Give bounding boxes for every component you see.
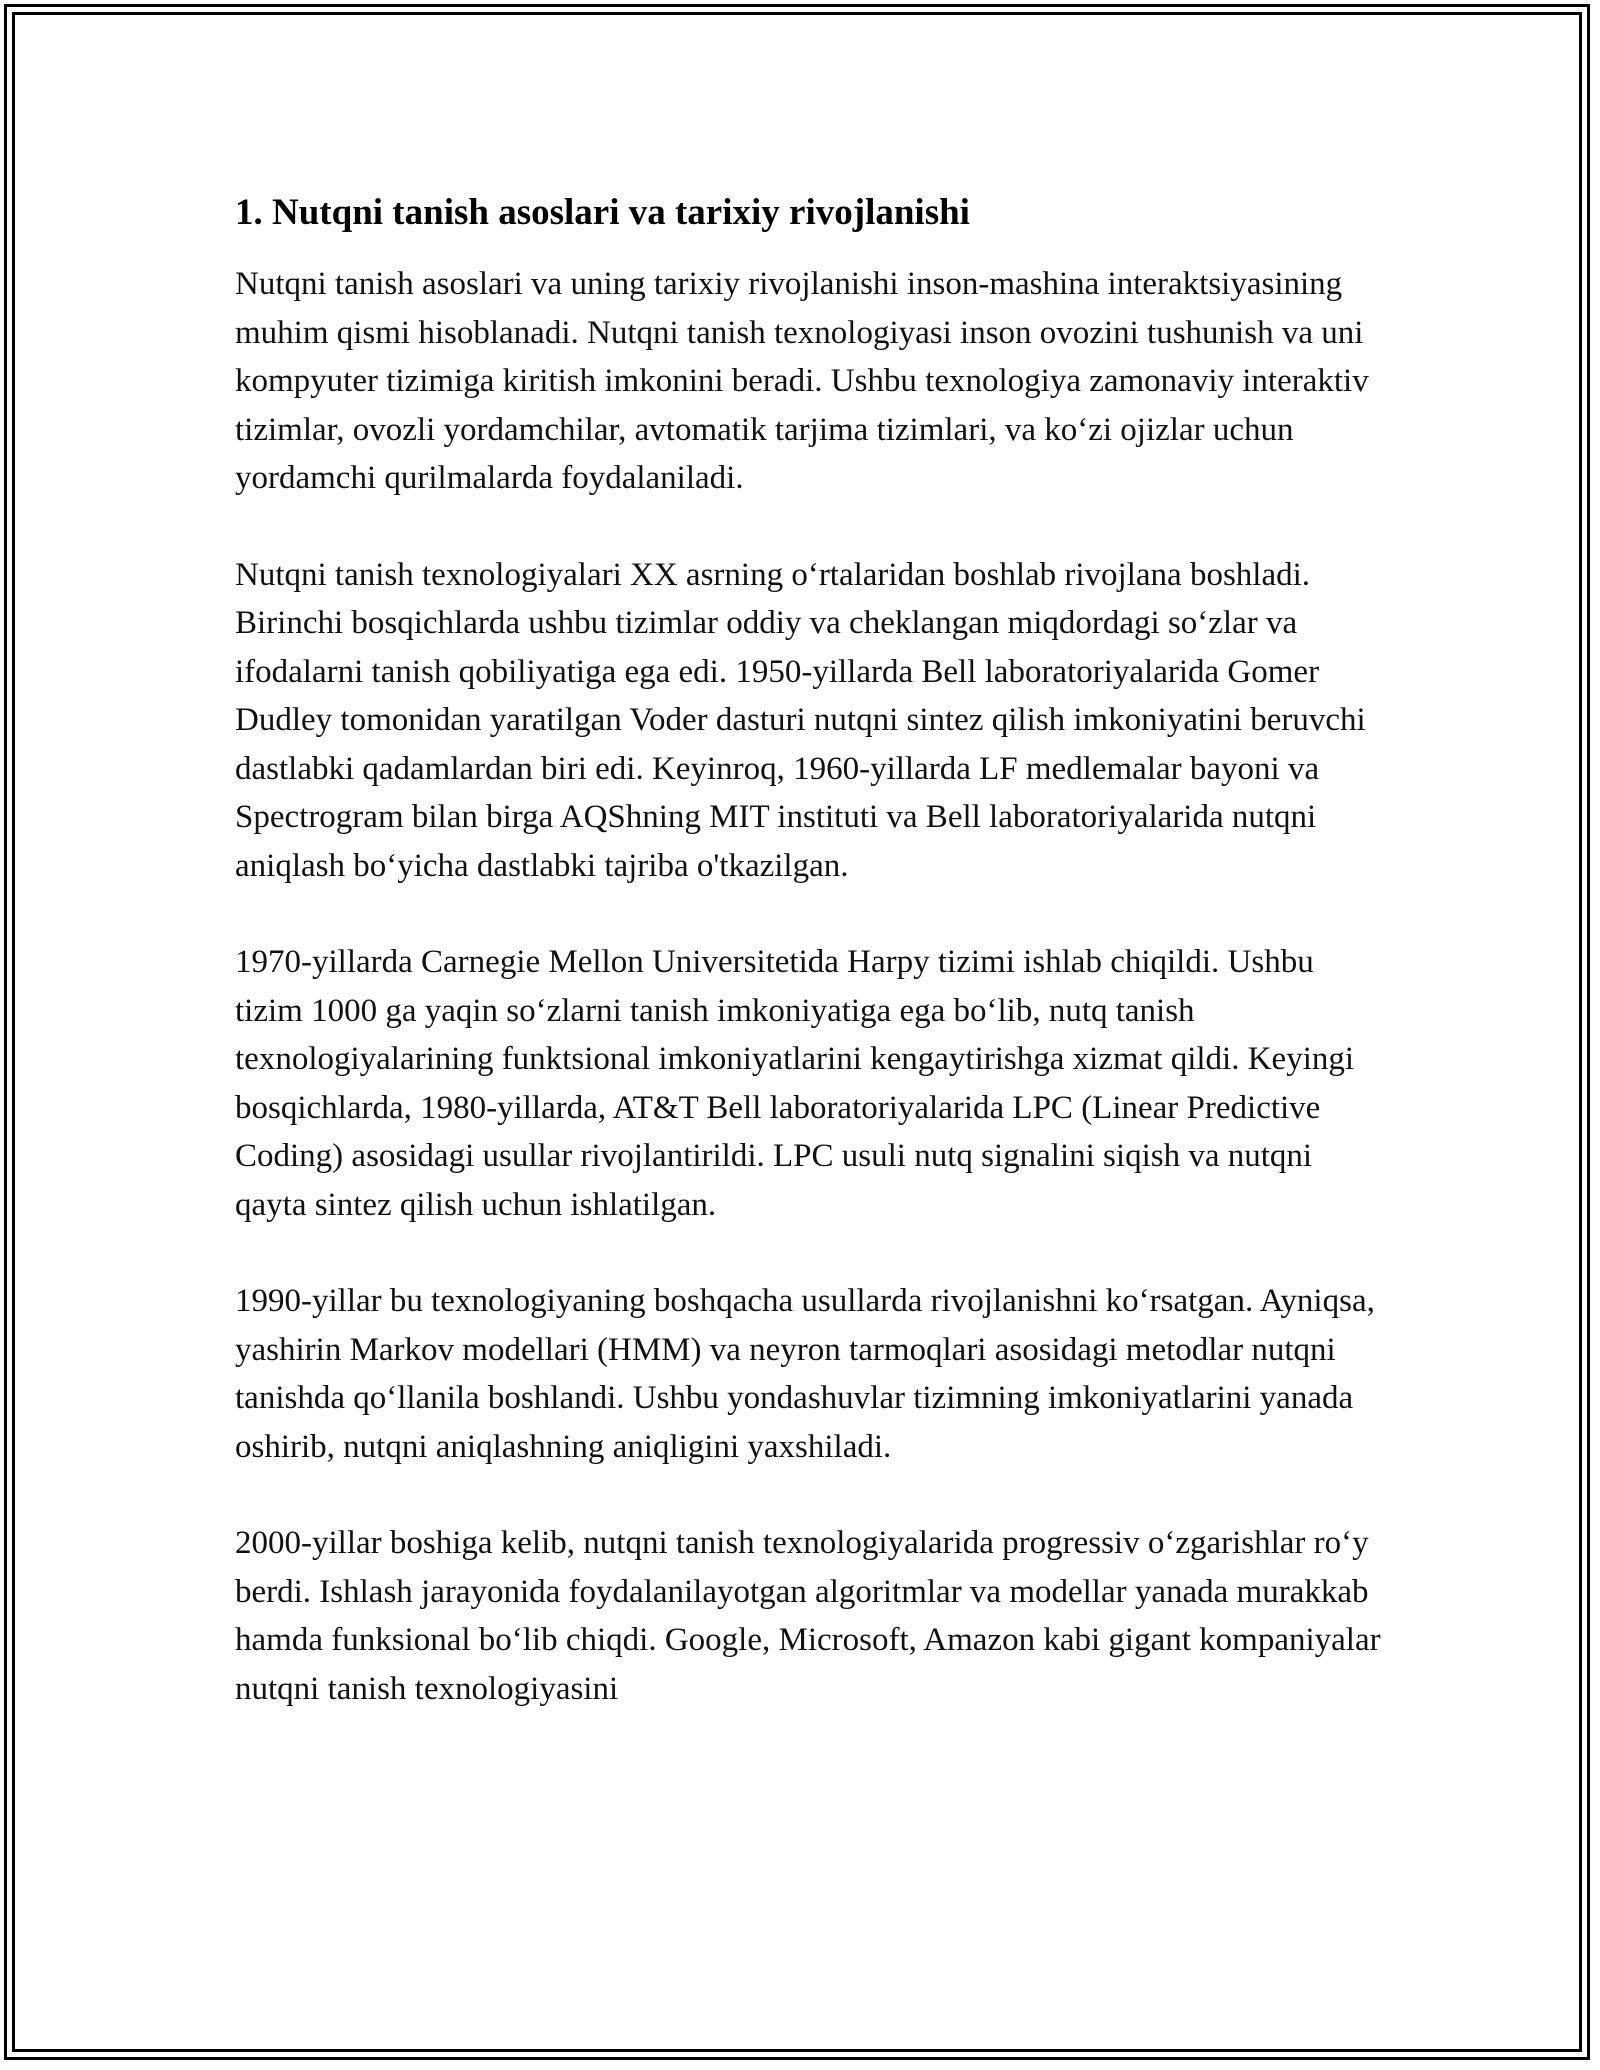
paragraph-2: Nutqni tanish texnologiyalari XX asrning oʻrtalaridan boshlab rivojlana boshladi. Birinchi bosqichlarda ushbu tizimlar oddiy va cheklangan miqdordagi soʻzlar va ifodalarni tanish qobiliyatiga ega edi. 1950-yillarda Bell laboratoriyalarida Gomer Dudley tomonidan yaratilgan Voder dasturi nutqni sintez qilish imkoniyatini beruvchi dastlabki qadamlardan biri edi. Keyinroq, 1960-yillarda LF medlemalar bayoni va Spectrogram bilan birga AQShning MIT instituti va Bell laboratoriyalarida nutqni aniqlash boʻyicha dastlabki tajriba o'tkazilgan. [235,556,1366,884]
paragraph-3: 1970-yillarda Carnegie Mellon Universitetida Harpy tizimi ishlab chiqildi. Ushbu tizim 1000 ga yaqin soʻzlarni tanish imkoniyatiga ega boʻlib, nutq tanish texnologiyalarining funktsional imkoniyatlarini kengaytirishga xizmat qildi. Keyingi bosqichlarda, 1980-yillarda, AT&T Bell laboratoriyalarida LPC (Linear Predictive Coding) asosidagi usullar rivojlantirildi. LPC usuli nutq signalini siqish va nutqni qayta sintez qilish uchun ishlatilgan. [235,944,1355,1223]
paragraph-4: 1990-yillar bu texnologiyaning boshqacha usullarda rivojlanishni koʻrsatgan. Ayniqsa, yashirin Markov modellari (HMM) va neyron tarmoqlari asosidagi metodlar nutqni tanishda qoʻllanila boshlandi. Ushbu yondashuvlar tizimning imkoniyatlarini yanada oshirib, nutqni aniqlashning aniqligini yaxshiladi. [235,1283,1375,1465]
paragraph-5: 2000-yillar boshiga kelib, nutqni tanish texnologiyalarida progressiv oʻzgarishlar roʻy berdi. Ishlash jarayonida foydalanilayotgan algoritmlar va modellar yanada murakkab hamda funksional boʻlib chiqdi. Google, Microsoft, Amazon kabi gigant kompaniyalar nutqni tanish texnologiyasini [235,1525,1381,1707]
document-body [235,188,1385,1761]
section-title: 1. Nutqni tanish asoslari va tarixiy rivojlanishi [235,192,970,233]
paragraph-1: Nutqni tanish asoslari va uning tarixiy rivojlanishi inson-mashina interaktsiyasining muhim qismi hisoblanadi. Nutqni tanish texnologiyasi inson ovozini tushunish va uni kompyuter tizimiga kiritish imkonini beradi. Ushbu texnologiya zamonaviy interaktiv tizimlar, ovozli yordamchilar, avtomatik tarjima tizimlari, va koʻzi ojizlar uchun yordamchi qurilmalarda foydalaniladi. [235,266,1369,496]
